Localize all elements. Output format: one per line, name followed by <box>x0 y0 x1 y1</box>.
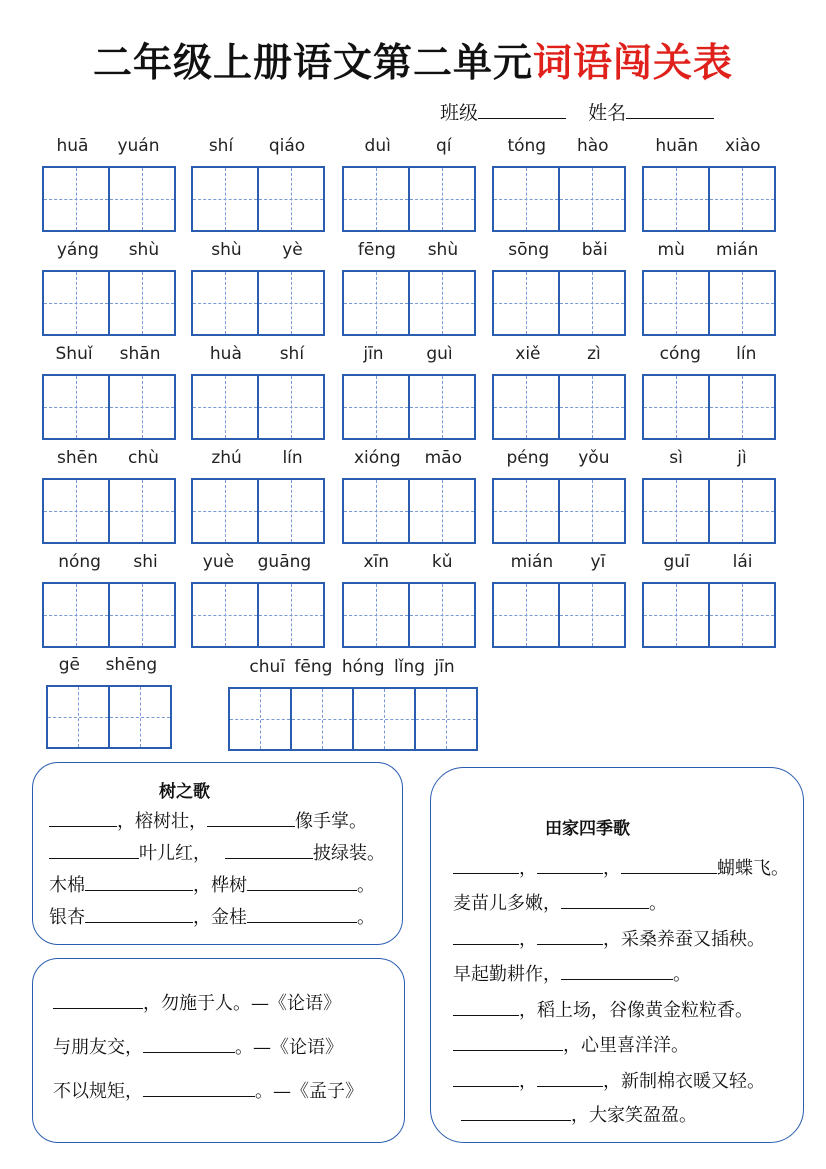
pinyin-syllable: shù <box>128 240 160 260</box>
pinyin-syllable: shù <box>211 240 242 260</box>
word-cell-group <box>492 552 624 648</box>
pinyin-syllable: chuī fēng hóng lǐng jīn <box>249 657 455 677</box>
pinyin-syllable: duì <box>364 136 391 156</box>
pinyin-syllable: yè <box>282 240 303 260</box>
pinyin-syllable: mián <box>510 552 554 572</box>
pinyin-syllable: xīn <box>363 552 390 572</box>
line-text: ，榕树壮， <box>117 811 207 832</box>
pinyin-syllable: māo <box>424 448 463 468</box>
writing-box[interactable] <box>642 270 710 336</box>
quote-line <box>53 989 341 1015</box>
writing-box[interactable] <box>257 166 325 232</box>
field-song-panel <box>430 767 804 1143</box>
fill-blank[interactable] <box>143 1036 235 1053</box>
pinyin-syllable: hào <box>576 136 609 156</box>
writing-box[interactable] <box>558 582 626 648</box>
writing-box[interactable] <box>191 582 259 648</box>
pinyin-syllable: xióng <box>353 448 401 468</box>
writing-box[interactable] <box>257 374 325 440</box>
writing-box[interactable] <box>492 582 560 648</box>
pinyin-syllable: qiáo <box>268 136 306 156</box>
word-cell-group <box>42 448 174 544</box>
fill-blank[interactable] <box>561 892 649 909</box>
class-label: 班级 <box>440 102 479 124</box>
pinyin-label <box>42 344 174 364</box>
tree-song-title: 树之歌 <box>159 782 210 802</box>
pinyin-label <box>492 240 624 260</box>
fill-blank[interactable] <box>247 874 357 891</box>
pinyin-syllable: sì <box>669 448 683 468</box>
word-cell-group <box>42 344 174 440</box>
writing-box[interactable] <box>408 582 476 648</box>
word-cell-group <box>492 344 624 440</box>
word-cell-group <box>228 657 476 751</box>
writing-box[interactable] <box>408 478 476 544</box>
writing-box[interactable] <box>342 374 410 440</box>
writing-box[interactable] <box>108 270 176 336</box>
writing-box[interactable] <box>257 582 325 648</box>
word-cell-group <box>642 448 774 544</box>
line-text: ， <box>603 858 621 879</box>
quote-line <box>53 1077 363 1103</box>
fill-blank[interactable] <box>143 1080 255 1097</box>
fill-blank[interactable] <box>453 928 519 945</box>
field-song-line <box>453 1031 689 1057</box>
pinyin-syllable: yǒu <box>578 448 610 468</box>
line-text: 。 <box>357 907 375 928</box>
pinyin-syllable: bǎi <box>581 240 608 260</box>
writing-box[interactable] <box>342 166 410 232</box>
writing-box[interactable] <box>191 270 259 336</box>
writing-box[interactable] <box>642 478 710 544</box>
pinyin-syllable: jīn <box>363 344 384 364</box>
fill-blank[interactable] <box>225 842 313 859</box>
word-cell-group <box>642 136 774 232</box>
pinyin-label <box>342 344 474 364</box>
writing-box[interactable] <box>42 166 110 232</box>
pinyin-label <box>42 240 174 260</box>
writing-box[interactable] <box>108 685 172 749</box>
pinyin-syllable: yuán <box>117 136 160 156</box>
word-cell-group <box>191 552 323 648</box>
fill-blank[interactable] <box>453 857 519 874</box>
line-text: ， <box>519 1071 537 1092</box>
fill-blank[interactable] <box>561 963 673 980</box>
pinyin-label <box>342 552 474 572</box>
writing-box[interactable] <box>42 270 110 336</box>
pinyin-syllable: jì <box>737 448 747 468</box>
pinyin-syllable: chù <box>128 448 159 468</box>
line-text: 披绿装。 <box>313 843 385 864</box>
pinyin-label <box>642 240 774 260</box>
writing-box[interactable] <box>228 687 292 751</box>
pinyin-syllable: fēng <box>357 240 396 260</box>
quotes-panel <box>32 958 405 1143</box>
pinyin-label <box>191 240 323 260</box>
writing-box[interactable] <box>558 374 626 440</box>
line-text: 麦苗儿多嫩， <box>453 893 561 914</box>
fill-blank[interactable] <box>537 1070 603 1087</box>
writing-box[interactable] <box>46 685 110 749</box>
word-cell-group <box>342 448 474 544</box>
pinyin-syllable: tóng <box>507 136 547 156</box>
pinyin-label <box>42 136 174 156</box>
writing-box[interactable] <box>492 374 560 440</box>
pinyin-label <box>492 552 624 572</box>
field-song-line <box>453 925 765 951</box>
pinyin-label <box>492 448 624 468</box>
line-text: ， <box>519 929 537 950</box>
field-song-line <box>453 1067 765 1093</box>
class-blank[interactable] <box>478 118 566 119</box>
pinyin-syllable: shù <box>427 240 459 260</box>
line-text: ，勿施于人。—《论语》 <box>143 993 341 1014</box>
fill-blank[interactable] <box>537 928 603 945</box>
line-text: ，稻上场，谷像黄金粒粒香。 <box>519 1000 753 1021</box>
line-text: 。—《孟子》 <box>255 1081 363 1102</box>
field-song-line <box>453 996 753 1022</box>
pinyin-syllable: shi <box>133 552 158 572</box>
fill-blank[interactable] <box>453 1070 519 1087</box>
pinyin-syllable: nóng <box>58 552 101 572</box>
pinyin-syllable: huà <box>209 344 242 364</box>
writing-box[interactable] <box>108 478 176 544</box>
field-song-line <box>461 1101 697 1127</box>
line-text: ，桦树 <box>193 875 247 896</box>
line-text: 。 <box>649 893 667 914</box>
name-label: 姓名 <box>588 102 627 124</box>
pinyin-syllable: guì <box>426 344 453 364</box>
pinyin-label <box>642 552 774 572</box>
writing-box[interactable] <box>42 582 110 648</box>
name-blank[interactable] <box>626 118 714 119</box>
line-text: 木棉 <box>49 875 85 896</box>
pinyin-label <box>42 448 174 468</box>
writing-box[interactable] <box>558 478 626 544</box>
word-cell-group <box>42 136 174 232</box>
pinyin-syllable: xiào <box>724 136 761 156</box>
fill-blank[interactable] <box>537 857 603 874</box>
writing-box[interactable] <box>708 478 776 544</box>
writing-box[interactable] <box>342 582 410 648</box>
pinyin-syllable: qí <box>435 136 452 156</box>
writing-box[interactable] <box>108 166 176 232</box>
writing-box[interactable] <box>708 582 776 648</box>
pinyin-syllable: péng <box>506 448 550 468</box>
pinyin-label <box>492 136 624 156</box>
line-text: 与朋友交， <box>53 1037 143 1058</box>
pinyin-label <box>191 448 323 468</box>
writing-box[interactable] <box>257 270 325 336</box>
fill-blank[interactable] <box>85 874 193 891</box>
pinyin-syllable: shí <box>279 344 305 364</box>
field-song-line <box>453 854 789 880</box>
fill-blank[interactable] <box>247 906 357 923</box>
word-cell-group <box>492 240 624 336</box>
tree-song-line <box>49 839 385 865</box>
pinyin-syllable: yuè <box>202 552 235 572</box>
tree-song-panel <box>32 762 403 945</box>
writing-box[interactable] <box>408 374 476 440</box>
pinyin-label <box>642 448 774 468</box>
line-text: 。—《论语》 <box>235 1037 343 1058</box>
writing-box[interactable] <box>191 374 259 440</box>
writing-box[interactable] <box>290 687 354 751</box>
pinyin-label <box>228 657 476 677</box>
pinyin-syllable: huā <box>56 136 89 156</box>
fill-blank[interactable] <box>453 999 519 1016</box>
fill-blank[interactable] <box>53 992 143 1009</box>
writing-box[interactable] <box>708 166 776 232</box>
writing-box[interactable] <box>708 270 776 336</box>
word-cell-group <box>342 136 474 232</box>
field-song-line <box>453 889 667 915</box>
writing-box[interactable] <box>642 582 710 648</box>
line-text: 叶儿红， <box>139 843 211 864</box>
pinyin-syllable: huān <box>655 136 699 156</box>
pinyin-syllable: lín <box>282 448 303 468</box>
fill-blank[interactable] <box>49 810 117 827</box>
pinyin-syllable: mián <box>715 240 759 260</box>
pinyin-label <box>642 136 774 156</box>
writing-box[interactable] <box>108 374 176 440</box>
word-cell-group <box>342 240 474 336</box>
line-text: ，新制棉衣暖又轻。 <box>603 1071 765 1092</box>
writing-box[interactable] <box>352 687 416 751</box>
field-song-line <box>453 960 691 986</box>
word-cell-group <box>492 448 624 544</box>
pinyin-label <box>342 448 474 468</box>
pinyin-syllable: zhú <box>211 448 242 468</box>
pinyin-label <box>642 344 774 364</box>
fill-blank[interactable] <box>207 810 295 827</box>
word-cell-group <box>492 136 624 232</box>
pinyin-syllable: lín <box>736 344 757 364</box>
pinyin-syllable: shān <box>119 344 161 364</box>
page-title <box>0 32 826 88</box>
word-cell-group <box>642 552 774 648</box>
title-highlight: 词语闯关表 <box>533 41 734 86</box>
fill-blank[interactable] <box>49 842 139 859</box>
writing-box[interactable] <box>42 478 110 544</box>
word-cell-group <box>191 136 323 232</box>
writing-box[interactable] <box>558 166 626 232</box>
writing-box[interactable] <box>408 166 476 232</box>
pinyin-syllable: xiě <box>515 344 541 364</box>
line-text: 。 <box>673 964 691 985</box>
pinyin-syllable: kǔ <box>431 552 453 572</box>
pinyin-syllable: shēn <box>57 448 98 468</box>
word-cell-group <box>191 448 323 544</box>
tree-song-line <box>49 903 375 929</box>
pinyin-syllable: shēng <box>105 655 158 675</box>
writing-box[interactable] <box>408 270 476 336</box>
fill-blank[interactable] <box>621 857 717 874</box>
line-text: 银杏 <box>49 907 85 928</box>
pinyin-syllable: yáng <box>56 240 99 260</box>
pinyin-label <box>342 136 474 156</box>
writing-box[interactable] <box>342 478 410 544</box>
pinyin-label <box>191 136 323 156</box>
writing-box[interactable] <box>492 166 560 232</box>
pinyin-label <box>46 655 170 675</box>
word-cell-group <box>191 344 323 440</box>
writing-box[interactable] <box>558 270 626 336</box>
writing-box[interactable] <box>191 166 259 232</box>
writing-box[interactable] <box>642 374 710 440</box>
pinyin-syllable: sōng <box>508 240 550 260</box>
line-text: 蝴蝶飞。 <box>717 858 789 879</box>
pinyin-label <box>191 344 323 364</box>
line-text: 。 <box>357 875 375 896</box>
word-cell-group <box>42 552 174 648</box>
pinyin-label <box>342 240 474 260</box>
title-main: 二年级上册语文第二单元 <box>92 41 533 86</box>
pinyin-label <box>191 552 323 572</box>
word-cell-group <box>342 552 474 648</box>
pinyin-label <box>42 552 174 572</box>
writing-box[interactable] <box>191 478 259 544</box>
word-cell-group <box>42 240 174 336</box>
tree-song-line <box>49 871 375 897</box>
writing-box[interactable] <box>342 270 410 336</box>
pinyin-syllable: zì <box>587 344 601 364</box>
word-cell-group <box>342 344 474 440</box>
pinyin-syllable: Shuǐ <box>55 344 93 364</box>
pinyin-syllable: cóng <box>659 344 701 364</box>
writing-box[interactable] <box>642 166 710 232</box>
line-text: 像手掌。 <box>295 811 367 832</box>
word-cell-group <box>191 240 323 336</box>
pinyin-syllable: lái <box>732 552 753 572</box>
word-cell-group <box>642 344 774 440</box>
fill-blank[interactable] <box>85 906 193 923</box>
field-song-title: 田家四季歌 <box>545 819 630 839</box>
pinyin-syllable: guī <box>663 552 690 572</box>
line-text: ，采桑养蚕又插秧。 <box>603 929 765 950</box>
word-cell-group <box>46 655 170 749</box>
line-text: ，心里喜洋洋。 <box>563 1035 689 1056</box>
class-name-line <box>440 98 714 125</box>
line-text: 早起勤耕作， <box>453 964 561 985</box>
line-text: ，金桂 <box>193 907 247 928</box>
writing-box[interactable] <box>108 582 176 648</box>
line-text: ，大家笑盈盈。 <box>571 1105 697 1126</box>
pinyin-syllable: shí <box>208 136 234 156</box>
line-text: 不以规矩， <box>53 1081 143 1102</box>
fill-blank[interactable] <box>461 1104 571 1121</box>
writing-box[interactable] <box>414 687 478 751</box>
line-text: ， <box>519 858 537 879</box>
writing-box[interactable] <box>492 478 560 544</box>
writing-box[interactable] <box>708 374 776 440</box>
writing-box[interactable] <box>257 478 325 544</box>
pinyin-label <box>492 344 624 364</box>
pinyin-syllable: yī <box>590 552 606 572</box>
quote-line <box>53 1033 343 1059</box>
pinyin-syllable: gē <box>58 655 81 675</box>
word-cell-group <box>642 240 774 336</box>
writing-box[interactable] <box>42 374 110 440</box>
pinyin-syllable: mù <box>657 240 685 260</box>
pinyin-syllable: guāng <box>257 552 312 572</box>
writing-box[interactable] <box>492 270 560 336</box>
tree-song-line <box>49 807 367 833</box>
fill-blank[interactable] <box>453 1034 563 1051</box>
